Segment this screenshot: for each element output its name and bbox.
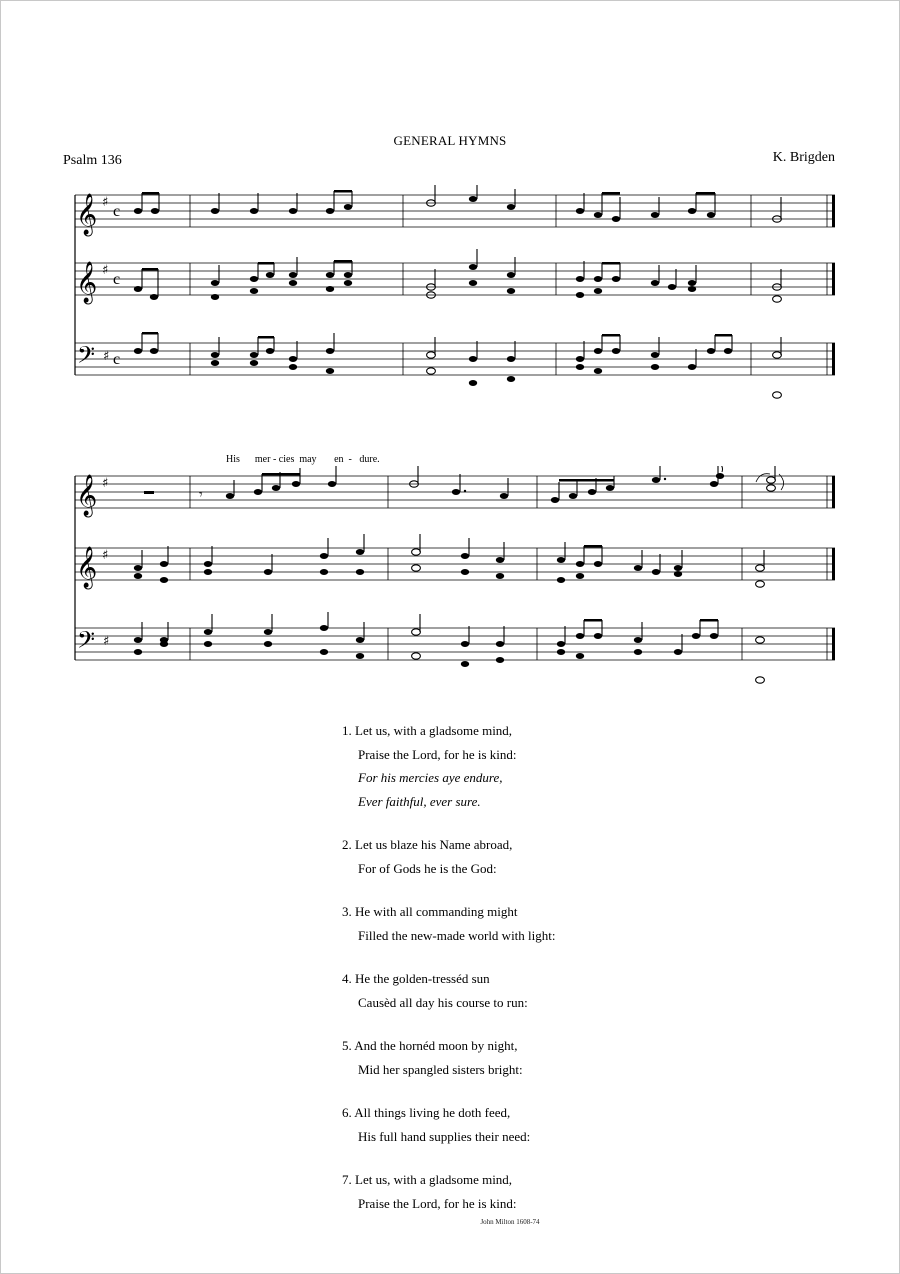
system-2-notation: [70, 466, 840, 706]
verse-number: 6.: [342, 1105, 352, 1120]
svg-text:𝄢: 𝄢: [77, 626, 96, 659]
lyric-syllable: cies: [278, 454, 295, 465]
attribution: John Milton 1608-74: [480, 1218, 540, 1226]
verse-line: For of Gods he is the God:: [358, 860, 497, 876]
verse-2: [342, 833, 556, 880]
lyric-underlay: [226, 454, 380, 465]
verse-list: [342, 719, 556, 1235]
verse-number: 2.: [342, 837, 352, 852]
psalm-label: Psalm 136: [63, 153, 122, 168]
composer-name: K. Brigden: [772, 150, 835, 165]
svg-text:c: c: [113, 203, 121, 220]
lyric-syllable: His: [226, 454, 240, 465]
svg-text:𝄢: 𝄢: [77, 341, 96, 374]
verse-line: Praise the Lord, for he is kind:: [358, 1195, 517, 1211]
verse-1: [342, 719, 556, 813]
verse-line: He the golden-tresséd sun: [355, 971, 490, 986]
verse-number: 3.: [342, 904, 352, 919]
verse-line: Filled the new-made world with light:: [358, 927, 556, 943]
svg-text:♯: ♯: [102, 195, 109, 210]
svg-text:𝄞: 𝄞: [76, 194, 98, 235]
verse-number: 5.: [342, 1038, 352, 1053]
music-system-2: [70, 448, 840, 706]
verse-number: 7.: [342, 1172, 352, 1187]
svg-text:𝄞: 𝄞: [76, 262, 98, 303]
section-title: GENERAL HYMNS: [393, 133, 507, 148]
verse-7: [342, 1168, 556, 1215]
lyric-syllable: mer: [254, 454, 271, 465]
lyric-syllable: dure.: [359, 454, 380, 465]
verse-5: [342, 1034, 556, 1081]
svg-text:♯: ♯: [103, 349, 110, 364]
svg-text:𝄞: 𝄞: [76, 475, 98, 516]
verse-4: [342, 967, 556, 1014]
svg-text:♯: ♯: [103, 634, 110, 649]
verse-number: 1.: [342, 723, 352, 738]
verse-number: 4.: [342, 971, 352, 986]
verse-line: He with all commanding might: [355, 904, 518, 919]
svg-text:♯: ♯: [102, 476, 109, 491]
svg-text:c: c: [113, 351, 121, 368]
music-system-1: [70, 185, 840, 415]
verse-line: Praise the Lord, for he is kind:: [358, 746, 517, 762]
svg-text:𝄾: 𝄾: [199, 487, 203, 503]
refrain-line: Ever faithful, ever sure.: [358, 793, 481, 809]
verse-line: Mid her spangled sisters bright:: [358, 1061, 523, 1077]
lyric-syllable: may: [299, 454, 317, 465]
lyric-syllable: -: [348, 454, 352, 465]
verse-line: Let us blaze his Name abroad,: [355, 837, 513, 852]
svg-text:𝄞: 𝄞: [76, 547, 98, 588]
svg-text:♯: ♯: [102, 548, 109, 563]
lyric-syllable: -: [272, 454, 277, 465]
verse-line: Let us, with a gladsome mind,: [355, 723, 513, 738]
verse-line: His full hand supplies their need:: [358, 1128, 531, 1144]
lyric-syllable: en: [334, 454, 344, 465]
verse-line: Causèd all day his course to run:: [358, 994, 528, 1010]
refrain-line: For his mercies aye endure,: [358, 770, 503, 785]
verse-6: [342, 1101, 556, 1148]
svg-text:c: c: [113, 271, 121, 288]
system-1-notation: [70, 185, 840, 415]
verse-line: Let us, with a gladsome mind,: [355, 1172, 513, 1187]
verse-line: And the hornéd moon by night,: [354, 1038, 518, 1053]
svg-text:♯: ♯: [102, 263, 109, 278]
verse-3: [342, 900, 556, 947]
verse-line: All things living he doth feed,: [354, 1105, 511, 1120]
